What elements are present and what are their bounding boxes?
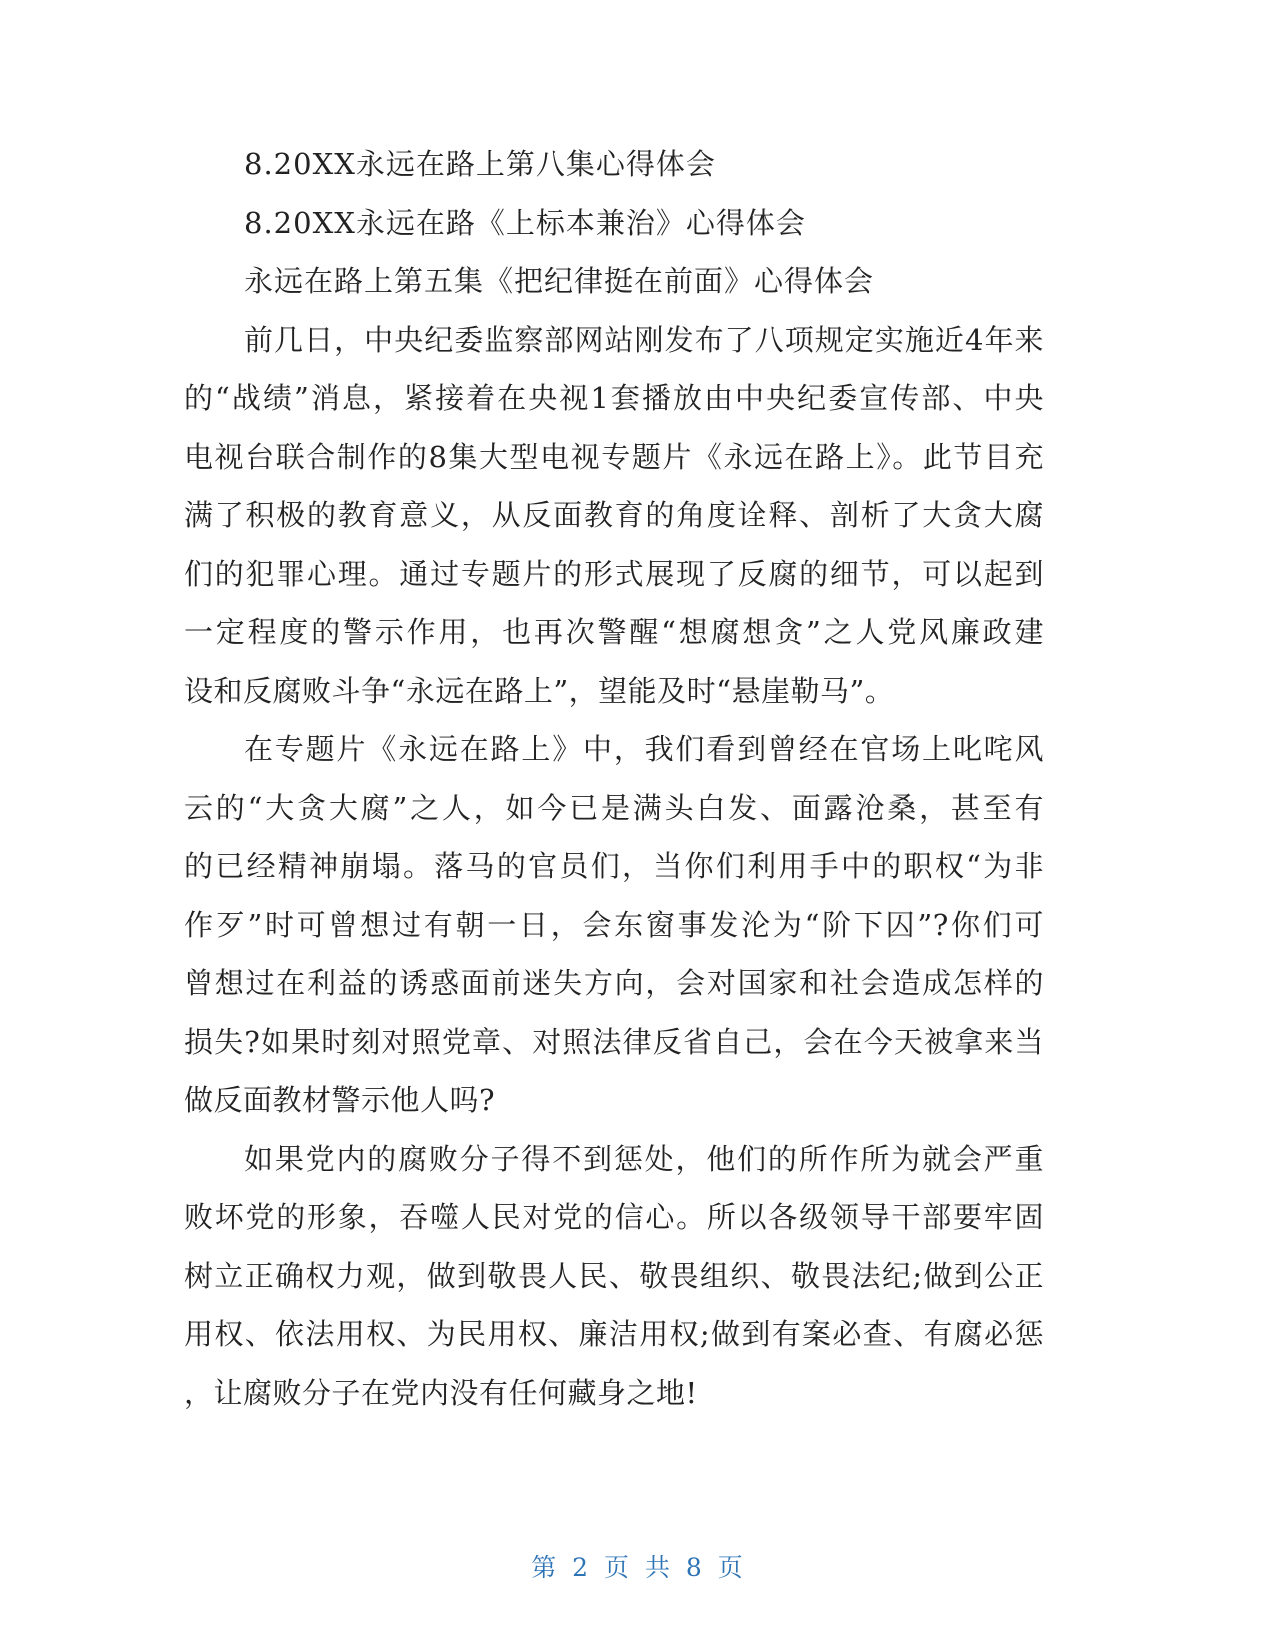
text-line: 用权、依法用权、为民用权、廉洁用权;做到有案必查、有腐必惩 [184,1317,1044,1351]
text-line: ，让腐败分子在党内没有任何藏身之地! [184,1375,698,1410]
paragraph [184,311,1044,721]
text-line: 如果党内的腐败分子得不到惩处，他们的所作所为就会严重 [244,1141,1044,1176]
heading-line: 8.20XX永远在路《上标本兼治》心得体会 [244,205,806,240]
text-line: 电视台联合制作的8集大型电视专题片《永远在路上》。此节目充 [184,439,1044,474]
text-line: 满了积极的教育意义，从反面教育的角度诠释、剖析了大贪大腐 [184,498,1044,532]
text-line: 曾想过在利益的诱惑面前迷失方向，会对国家和社会造成怎样的 [184,966,1044,1000]
text-line: 在专题片《永远在路上》中，我们看到曾经在官场上叱咤风 [244,732,1044,766]
text-line: 损失?如果时刻对照党章、对照法律反省自己，会在今天被拿来当 [184,1024,1044,1059]
text-line: 设和反腐败斗争“永远在路上”，望能及时“悬崖勒马”。 [184,673,895,708]
text-line: 作歹”时可曾想过有朝一日，会东窗事发沦为“阶下囚”?你们可 [184,907,1044,942]
text-line: 云的“大贪大腐”之人，如今已是满头白发、面露沧桑，甚至有 [184,790,1044,825]
paragraph [184,720,1044,1130]
text-line: 们的犯罪心理。通过专题片的形式展现了反腐的细节，可以起到 [184,556,1044,591]
heading-line: 8.20XX永远在路上第八集心得体会 [244,147,716,181]
text-line: 一定程度的警示作用，也再次警醒“想腐想贪”之人党风廉政建 [184,615,1044,649]
page-number-footer: 第 2 页 共 8 页 [531,1553,744,1582]
text-line: 的“战绩”消息，紧接着在央视1套播放由中央纪委宣传部、中央 [184,381,1044,415]
text-line: 做反面教材警示他人吗? [184,1083,496,1117]
text-line: 前几日，中央纪委监察部网站刚发布了八项规定实施近4年来 [244,322,1044,357]
text-line: 的已经精神崩塌。落马的官员们，当你们利用手中的职权“为非 [184,849,1044,883]
text-line: 败坏党的形象，吞噬人民对党的信心。所以各级领导干部要牢固 [184,1200,1044,1234]
heading-line: 永远在路上第五集《把纪律挺在前面》心得体会 [244,264,875,298]
paragraph [184,1130,1044,1423]
text-line: 树立正确权力观，做到敬畏人民、敬畏组织、敬畏法纪;做到公正 [184,1258,1044,1293]
document-body [184,135,1044,1422]
